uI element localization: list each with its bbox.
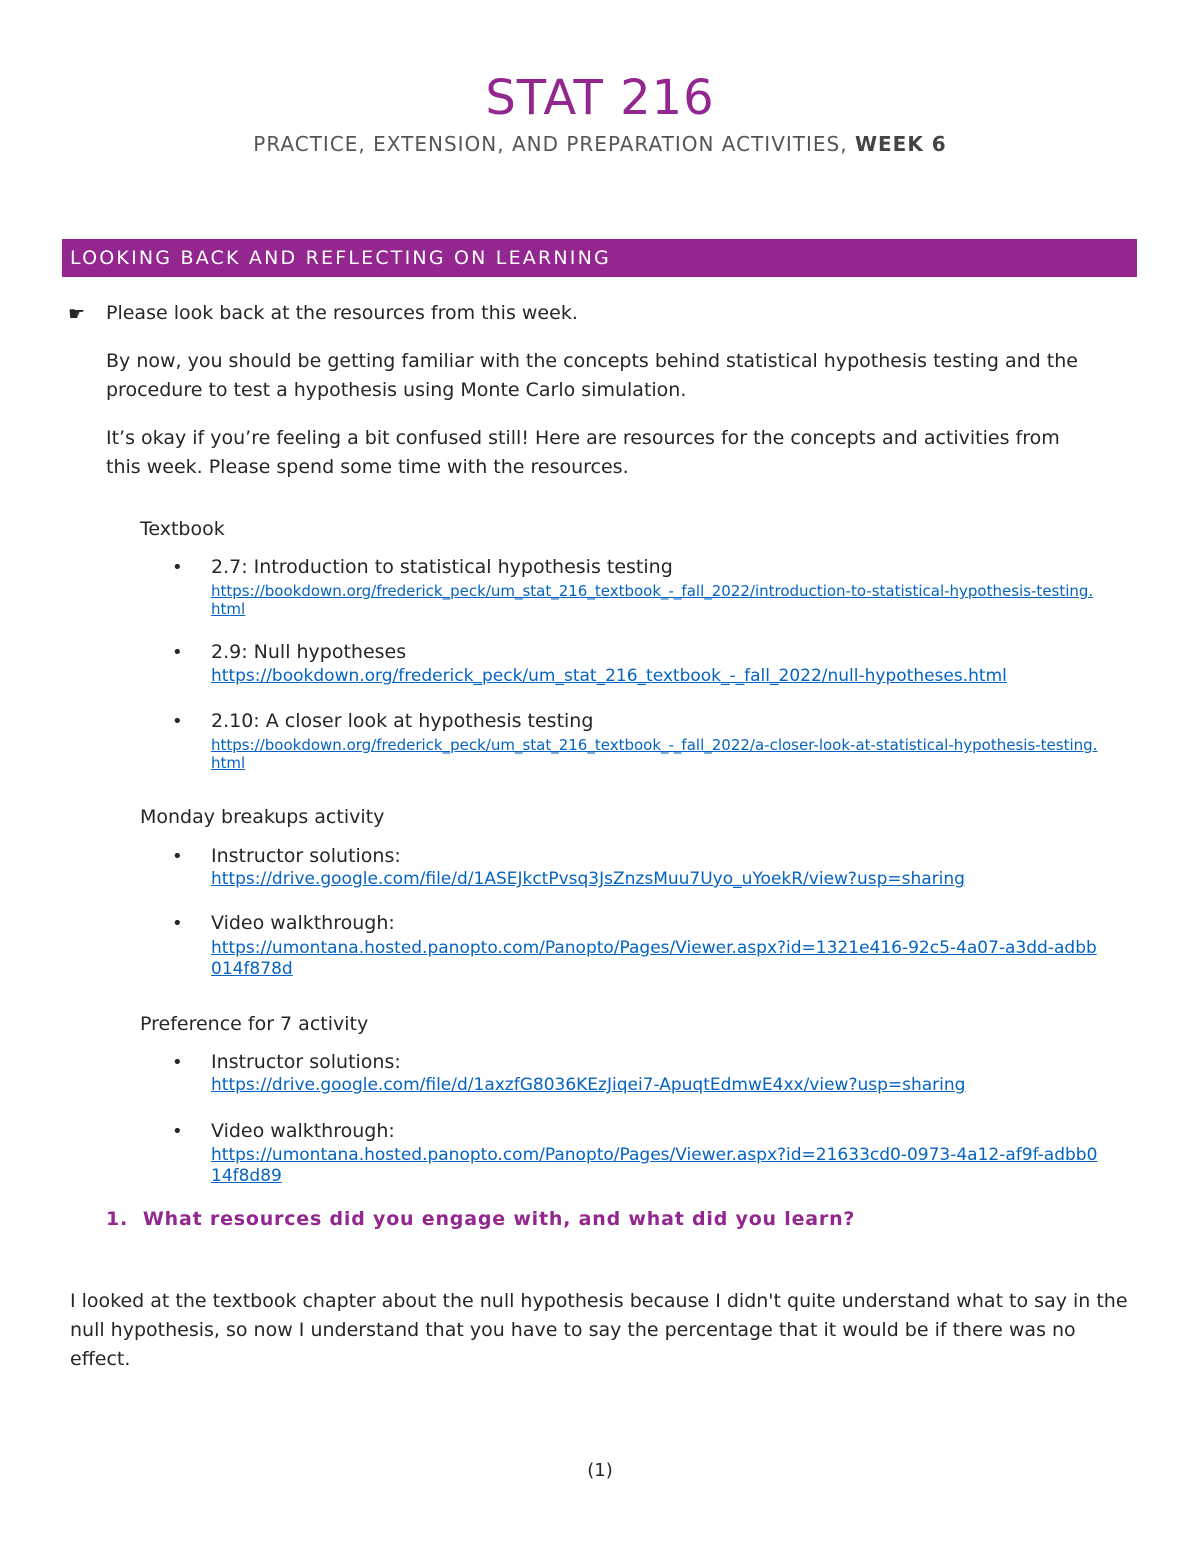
bullet-icon: • <box>172 913 183 934</box>
bullet-icon: • <box>172 711 183 732</box>
breakups-activity-label: Monday breakups activity <box>140 806 385 828</box>
preference-item-title: Video walkthrough: <box>211 1120 395 1142</box>
breakups-item-title: Instructor solutions: <box>211 845 401 867</box>
intro-text: Please look back at the resources from this week. <box>106 302 578 324</box>
breakups-item-title: Video walkthrough: <box>211 912 395 934</box>
hand-pointing-right-icon: ☛ <box>68 303 86 325</box>
bullet-icon: • <box>172 1052 183 1073</box>
textbook-item-title: 2.10: A closer look at hypothesis testing <box>211 710 594 732</box>
subtitle-week: WEEK 6 <box>854 132 947 156</box>
page-number: (1) <box>587 1460 613 1481</box>
question-text: What resources did you engage with, and what did you learn? <box>142 1208 856 1230</box>
preference-activity-label: Preference for 7 activity <box>140 1013 369 1035</box>
question-1 <box>106 1208 855 1230</box>
bullet-icon: • <box>172 846 183 867</box>
paragraph-familiar: By now, you should be getting familiar with the concepts behind statistical hypothesis testing and the procedure to test a hypothesis using Monte Carlo simulation. <box>106 350 1078 401</box>
preference-item-link[interactable]: https://drive.google.com/file/d/1axzfG8036KEzJiqei7-ApuqtEdmwE4xx/view?usp=sharing <box>211 1075 966 1095</box>
bullet-icon: • <box>172 557 183 578</box>
textbook-item-link[interactable]: https://bookdown.org/frederick_peck/um_stat_216_textbook_-_fall_2022/null-hypotheses.html <box>211 666 1007 686</box>
textbook-item-title: 2.7: Introduction to statistical hypothesis testing <box>211 556 673 578</box>
textbook-item-link[interactable]: https://bookdown.org/frederick_peck/um_stat_216_textbook_-_fall_2022/introduction-to-statistical-hypothesis-testing.html <box>211 582 1094 618</box>
preference-item-title: Instructor solutions: <box>211 1051 401 1073</box>
textbook-item-link[interactable]: https://bookdown.org/frederick_peck/um_stat_216_textbook_-_fall_2022/a-closer-look-at-statistical-hypothesis-testing.html <box>211 736 1098 772</box>
answer-text[interactable]: I looked at the textbook chapter about the null hypothesis because I didn't quite understand what to say in the null hypothesis, so now I understand that you have to say the percentage that it would be if there was no effect. <box>70 1290 1128 1370</box>
textbook-label: Textbook <box>140 518 225 540</box>
document-subtitle <box>0 132 1200 156</box>
question-number: 1. <box>106 1208 129 1230</box>
document-title: STAT 216 <box>485 70 715 126</box>
bullet-icon: • <box>172 642 183 663</box>
section-heading-banner: LOOKING BACK AND REFLECTING ON LEARNING <box>62 239 1137 277</box>
subtitle-text: PRACTICE, EXTENSION, AND PREPARATION ACTIVITIES, <box>253 132 855 156</box>
breakups-item-link[interactable]: https://umontana.hosted.panopto.com/Panopto/Pages/Viewer.aspx?id=1321e416-92c5-4a07-a3dd-adbb014f878d <box>211 938 1097 979</box>
paragraph-confused: It’s okay if you’re feeling a bit confused still! Here are resources for the concepts and activities from this week. Please spend some time with the resources. <box>106 427 1060 478</box>
preference-item-link[interactable]: https://umontana.hosted.panopto.com/Panopto/Pages/Viewer.aspx?id=21633cd0-0973-4a12-af9f-adbb014f8d89 <box>211 1145 1098 1186</box>
breakups-item-link[interactable]: https://drive.google.com/file/d/1ASEJkctPvsq3JsZnzsMuu7Uyo_uYoekR/view?usp=sharing <box>211 869 965 889</box>
bullet-icon: • <box>172 1121 183 1142</box>
textbook-item-title: 2.9: Null hypotheses <box>211 641 407 663</box>
